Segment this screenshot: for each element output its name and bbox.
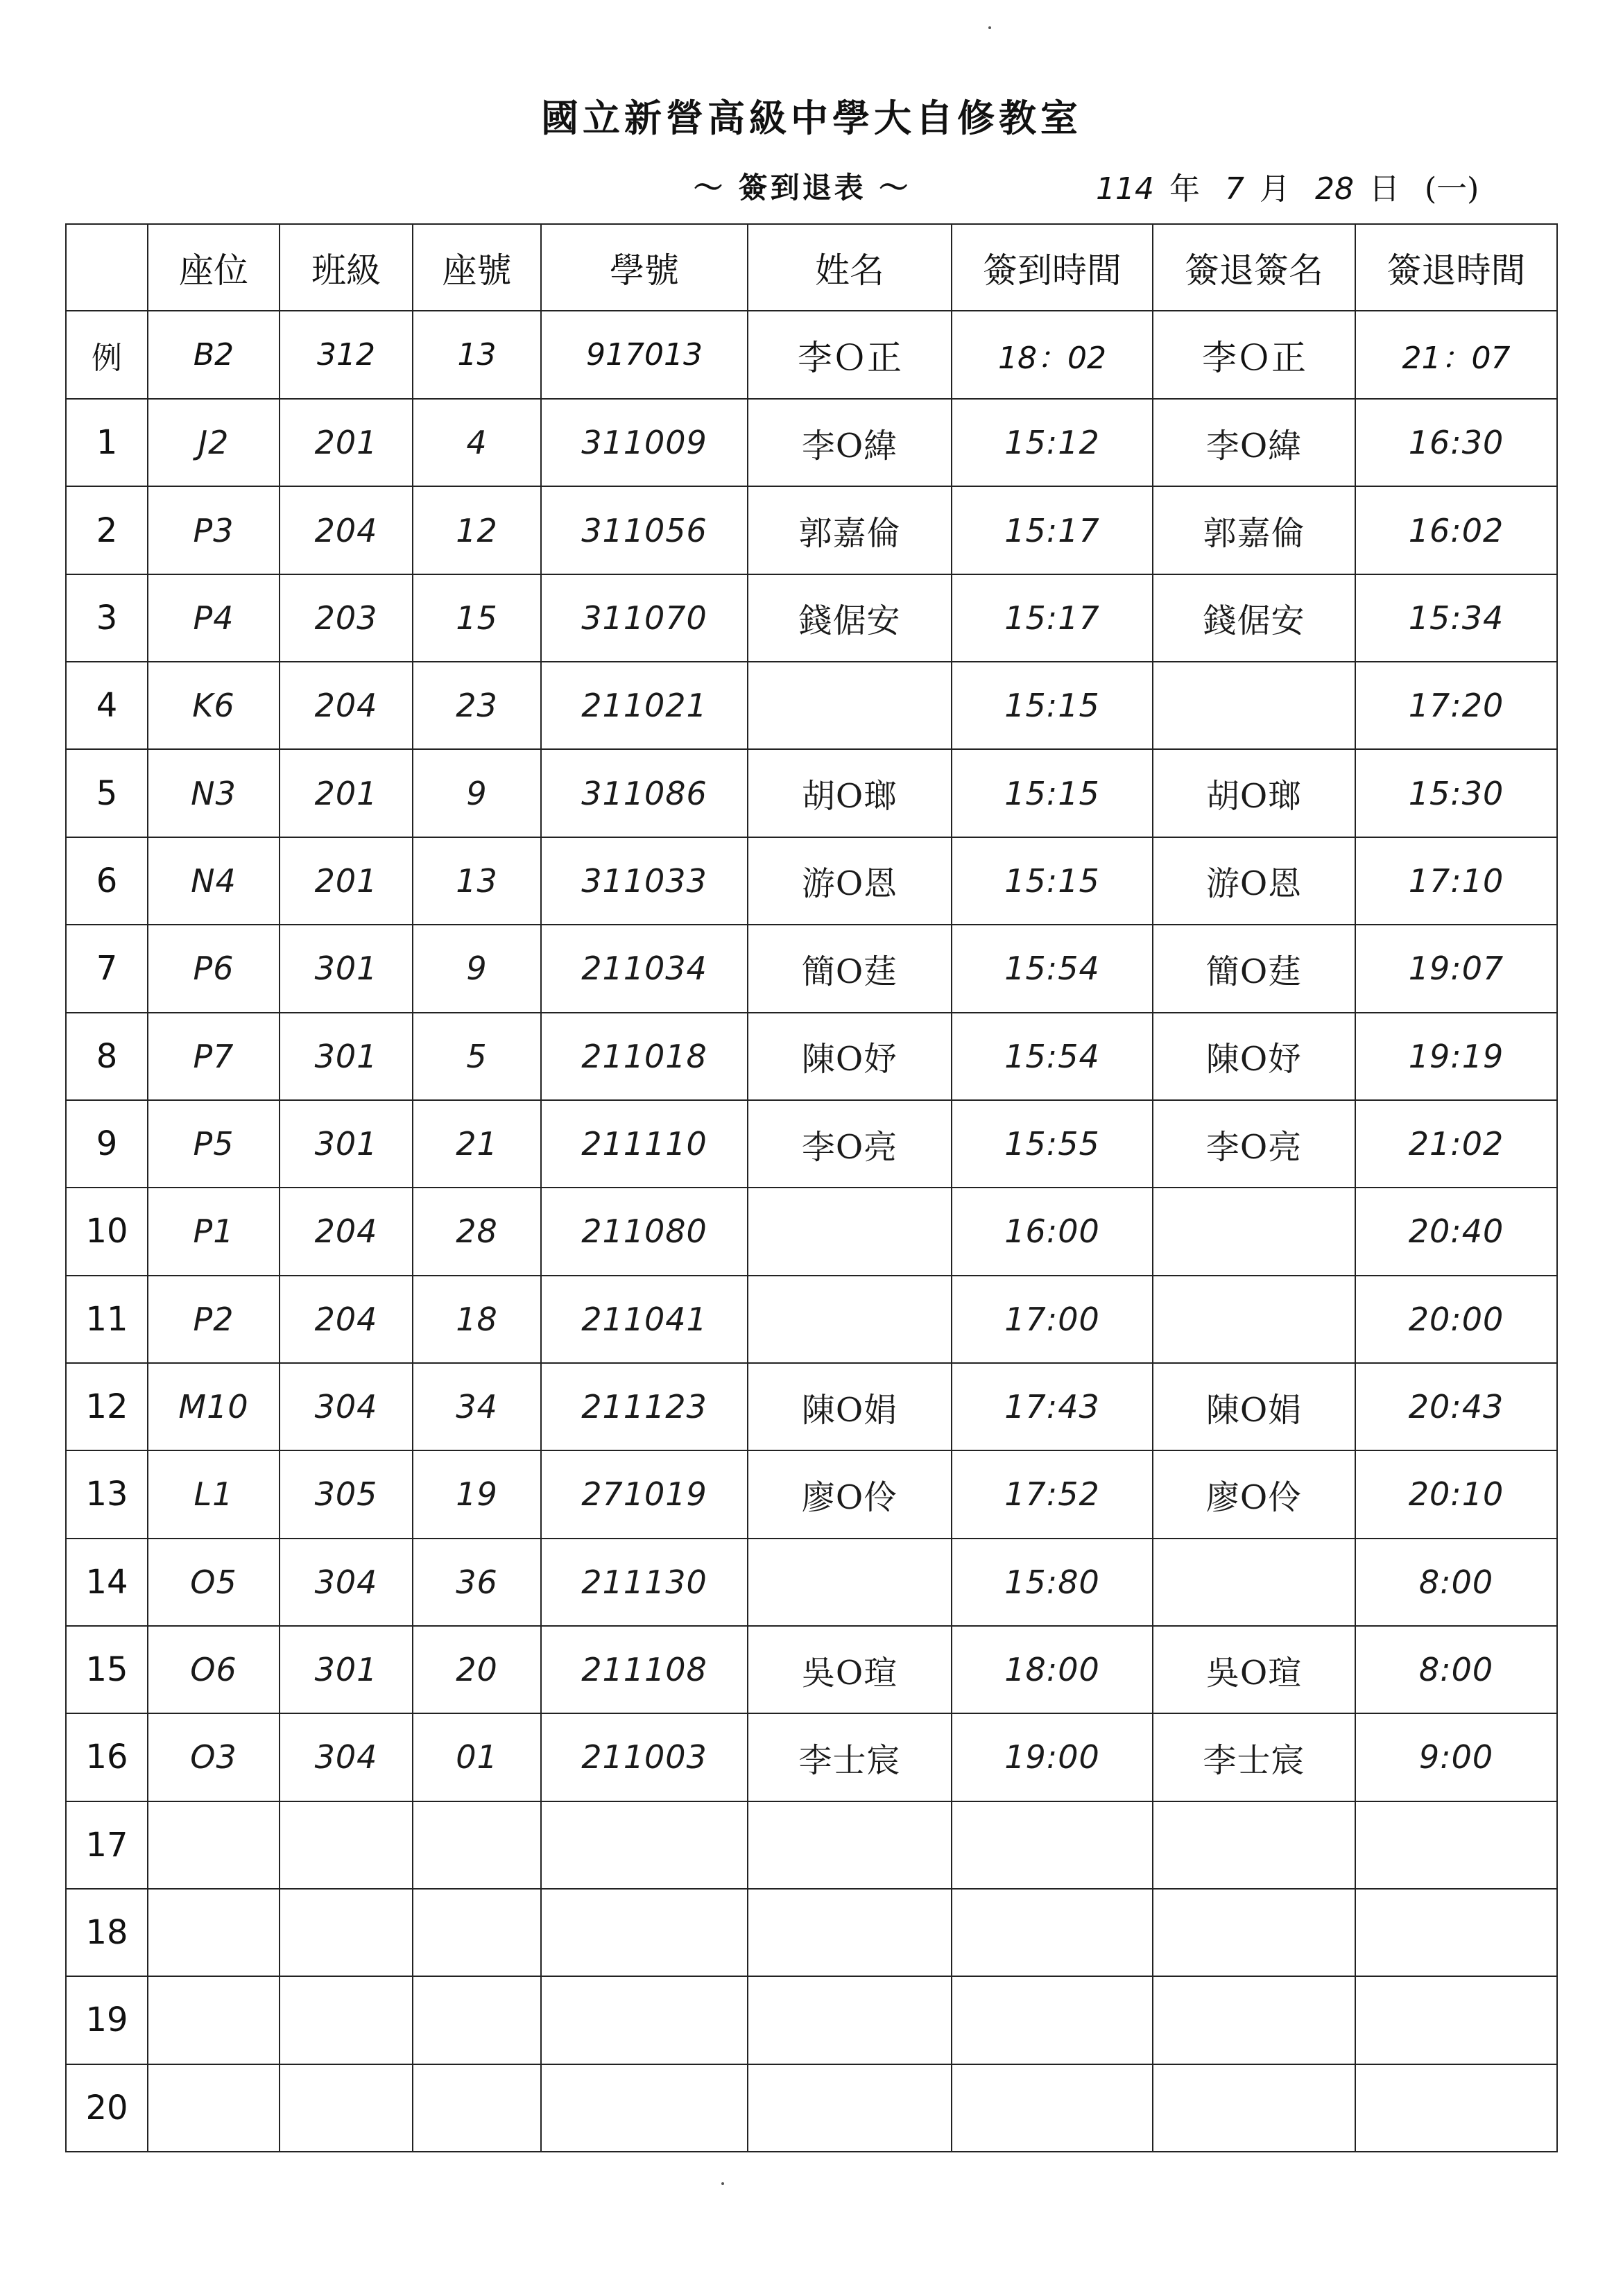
cell-name: 陳O妤	[748, 1013, 952, 1100]
cell-student-id: 211123	[541, 1363, 748, 1450]
cell-checkout: 20:40	[1355, 1188, 1557, 1275]
col-header-checkout: 簽退時間	[1355, 224, 1557, 311]
col-header-checkin: 簽到時間	[952, 224, 1153, 311]
cell-name	[748, 1276, 952, 1363]
cell-student-id: 311033	[541, 837, 748, 925]
cell-seat: M10	[148, 1363, 280, 1450]
cell-class: 304	[280, 1363, 413, 1450]
example-signout-name: 李Ｏ正	[1153, 311, 1355, 399]
cell-checkin: 16:00	[952, 1188, 1153, 1275]
cell-number: 9	[413, 925, 541, 1012]
cell-class	[280, 2064, 413, 2152]
cell-checkin: 15:15	[952, 749, 1153, 837]
cell-number: 19	[413, 1450, 541, 1538]
row-number: 14	[66, 1539, 148, 1626]
date-day: 28	[1314, 171, 1354, 207]
row-number: 8	[66, 1013, 148, 1100]
cell-checkin: 18:00	[952, 1626, 1153, 1713]
cell-number	[413, 1889, 541, 1976]
cell-signout-name	[1153, 1188, 1355, 1275]
example-name: 李Ｏ正	[748, 311, 952, 399]
cell-seat: O6	[148, 1626, 280, 1713]
cell-student-id: 211110	[541, 1100, 748, 1188]
cell-checkout	[1355, 1976, 1557, 2064]
cell-checkout: 19:07	[1355, 925, 1557, 1012]
cell-number	[413, 2064, 541, 2152]
cell-checkin: 15:80	[952, 1539, 1153, 1626]
cell-student-id: 211021	[541, 662, 748, 749]
cell-seat: O3	[148, 1713, 280, 1801]
cell-class: 204	[280, 1188, 413, 1275]
col-header-number: 座號	[413, 224, 541, 311]
cell-seat	[148, 1976, 280, 2064]
cell-class: 305	[280, 1450, 413, 1538]
cell-checkin	[952, 2064, 1153, 2152]
stray-dot	[988, 26, 991, 29]
cell-seat: P1	[148, 1188, 280, 1275]
cell-signout-name: 廖O伶	[1153, 1450, 1355, 1538]
cell-class: 201	[280, 837, 413, 925]
cell-name: 簡O莛	[748, 925, 952, 1012]
cell-student-id: 311086	[541, 749, 748, 837]
example-seat: B2	[148, 311, 280, 399]
cell-name: 郭嘉倫	[748, 486, 952, 574]
cell-signout-name: 李O亮	[1153, 1100, 1355, 1188]
cell-signout-name	[1153, 1276, 1355, 1363]
cell-class: 204	[280, 486, 413, 574]
cell-number: 20	[413, 1626, 541, 1713]
cell-number: 28	[413, 1188, 541, 1275]
cell-seat	[148, 2064, 280, 2152]
cell-class: 301	[280, 1013, 413, 1100]
row-number: 1	[66, 399, 148, 486]
cell-seat: L1	[148, 1450, 280, 1538]
cell-signout-name	[1153, 662, 1355, 749]
cell-number: 34	[413, 1363, 541, 1450]
cell-checkin: 15:12	[952, 399, 1153, 486]
cell-name: 李O亮	[748, 1100, 952, 1188]
page-title: 國立新營高級中學大自修教室	[541, 96, 1082, 140]
cell-signout-name	[1153, 1539, 1355, 1626]
cell-seat: N4	[148, 837, 280, 925]
row-number: 10	[66, 1188, 148, 1275]
table-row	[66, 1450, 1557, 1538]
date-weekday: (一)	[1424, 171, 1479, 207]
cell-signout-name: 陳O妤	[1153, 1013, 1355, 1100]
cell-signout-name: 郭嘉倫	[1153, 486, 1355, 574]
row-number: 17	[66, 1801, 148, 1889]
cell-student-id: 211003	[541, 1713, 748, 1801]
date-year: 114	[1096, 171, 1154, 207]
cell-name	[748, 2064, 952, 2152]
cell-class	[280, 1889, 413, 1976]
cell-checkin: 17:00	[952, 1276, 1153, 1363]
cell-class: 204	[280, 662, 413, 749]
cell-checkout: 9:00	[1355, 1713, 1557, 1801]
date-day-unit: 日	[1368, 171, 1400, 207]
date-month: 7	[1224, 171, 1244, 207]
cell-number: 21	[413, 1100, 541, 1188]
cell-signout-name: 李O緯	[1153, 399, 1355, 486]
cell-signout-name: 錢倨安	[1153, 574, 1355, 662]
example-student-id: 917013	[541, 311, 748, 399]
cell-signout-name	[1153, 1976, 1355, 2064]
cell-name: 廖O伶	[748, 1450, 952, 1538]
row-number: 15	[66, 1626, 148, 1713]
cell-checkin: 15:54	[952, 1013, 1153, 1100]
cell-number: 15	[413, 574, 541, 662]
cell-number: 13	[413, 837, 541, 925]
cell-number: 5	[413, 1013, 541, 1100]
table-row	[66, 1013, 1557, 1100]
row-number: 11	[66, 1276, 148, 1363]
cell-checkout: 20:00	[1355, 1276, 1557, 1363]
row-number: 2	[66, 486, 148, 574]
cell-signout-name: 簡O莛	[1153, 925, 1355, 1012]
cell-class: 301	[280, 1626, 413, 1713]
cell-class	[280, 1976, 413, 2064]
cell-checkin: 15:55	[952, 1100, 1153, 1188]
cell-student-id	[541, 1889, 748, 1976]
cell-checkin	[952, 1976, 1153, 2064]
cell-signout-name: 游O恩	[1153, 837, 1355, 925]
cell-student-id: 211034	[541, 925, 748, 1012]
cell-checkout: 20:43	[1355, 1363, 1557, 1450]
table-row	[66, 837, 1557, 925]
cell-name: 游O恩	[748, 837, 952, 925]
table-row	[66, 1626, 1557, 1713]
table-row	[66, 1801, 1557, 1889]
cell-checkout: 19:19	[1355, 1013, 1557, 1100]
cell-seat: P5	[148, 1100, 280, 1188]
example-label: 例	[66, 311, 148, 399]
row-number: 16	[66, 1713, 148, 1801]
cell-checkout: 17:20	[1355, 662, 1557, 749]
row-number: 20	[66, 2064, 148, 2152]
cell-number: 01	[413, 1713, 541, 1801]
form-subtitle: ～ 簽到退表 ～	[694, 171, 911, 205]
table-row	[66, 1363, 1557, 1450]
cell-number: 9	[413, 749, 541, 837]
table-row	[66, 1889, 1557, 1976]
col-header-signout-name: 簽退簽名	[1153, 224, 1355, 311]
cell-signout-name	[1153, 2064, 1355, 2152]
example-number: 13	[413, 311, 541, 399]
cell-name: 吳O瑄	[748, 1626, 952, 1713]
table-row	[66, 1539, 1557, 1626]
table-row	[66, 1188, 1557, 1275]
table-row	[66, 2064, 1557, 2152]
table-row	[66, 662, 1557, 749]
cell-student-id: 271019	[541, 1450, 748, 1538]
cell-name	[748, 1976, 952, 2064]
cell-seat: P4	[148, 574, 280, 662]
cell-class: 201	[280, 399, 413, 486]
cell-number: 36	[413, 1539, 541, 1626]
example-checkout: 21：07	[1355, 311, 1557, 399]
cell-student-id: 211041	[541, 1276, 748, 1363]
cell-seat	[148, 1801, 280, 1889]
cell-checkin: 17:52	[952, 1450, 1153, 1538]
cell-name	[748, 1188, 952, 1275]
cell-checkout	[1355, 2064, 1557, 2152]
row-number: 19	[66, 1976, 148, 2064]
cell-class: 301	[280, 925, 413, 1012]
cell-seat: P6	[148, 925, 280, 1012]
cell-checkout	[1355, 1889, 1557, 1976]
cell-number: 4	[413, 399, 541, 486]
cell-class: 304	[280, 1713, 413, 1801]
cell-class: 204	[280, 1276, 413, 1363]
table-row	[66, 1976, 1557, 2064]
cell-number	[413, 1801, 541, 1889]
cell-number: 12	[413, 486, 541, 574]
cell-seat	[148, 1889, 280, 1976]
date-line	[1096, 164, 1494, 208]
cell-student-id	[541, 2064, 748, 2152]
cell-checkin: 19:00	[952, 1713, 1153, 1801]
table-row	[66, 925, 1557, 1012]
cell-name	[748, 1539, 952, 1626]
cell-name: 陳O娟	[748, 1363, 952, 1450]
cell-class: 304	[280, 1539, 413, 1626]
cell-checkin: 15:17	[952, 486, 1153, 574]
cell-checkout	[1355, 1801, 1557, 1889]
table-row	[66, 399, 1557, 486]
cell-signout-name: 陳O娟	[1153, 1363, 1355, 1450]
cell-checkout: 15:34	[1355, 574, 1557, 662]
cell-checkout: 15:30	[1355, 749, 1557, 837]
example-checkin: 18：02	[952, 311, 1153, 399]
cell-name: 李士宸	[748, 1713, 952, 1801]
cell-student-id	[541, 1801, 748, 1889]
cell-student-id: 211130	[541, 1539, 748, 1626]
stray-dot	[721, 2182, 724, 2185]
table-row	[66, 749, 1557, 837]
cell-number	[413, 1976, 541, 2064]
cell-checkin: 15:17	[952, 574, 1153, 662]
col-header-name: 姓名	[748, 224, 952, 311]
cell-checkin: 15:15	[952, 662, 1153, 749]
cell-class: 301	[280, 1100, 413, 1188]
cell-student-id: 211018	[541, 1013, 748, 1100]
cell-student-id: 211080	[541, 1188, 748, 1275]
row-number: 18	[66, 1889, 148, 1976]
col-header-index	[66, 224, 148, 311]
cell-seat: P3	[148, 486, 280, 574]
cell-seat: P7	[148, 1013, 280, 1100]
cell-class: 203	[280, 574, 413, 662]
cell-checkout: 17:10	[1355, 837, 1557, 925]
cell-checkin	[952, 1889, 1153, 1976]
cell-name: 胡O瑯	[748, 749, 952, 837]
cell-checkout: 8:00	[1355, 1539, 1557, 1626]
cell-checkin: 15:15	[952, 837, 1153, 925]
row-number: 3	[66, 574, 148, 662]
cell-signout-name: 胡O瑯	[1153, 749, 1355, 837]
cell-seat: O5	[148, 1539, 280, 1626]
example-class: 312	[280, 311, 413, 399]
cell-student-id	[541, 1976, 748, 2064]
row-number: 7	[66, 925, 148, 1012]
cell-seat: P2	[148, 1276, 280, 1363]
cell-checkin: 17:43	[952, 1363, 1153, 1450]
cell-number: 23	[413, 662, 541, 749]
table-row	[66, 1100, 1557, 1188]
cell-name	[748, 662, 952, 749]
cell-class	[280, 1801, 413, 1889]
table-row	[66, 1276, 1557, 1363]
cell-class: 201	[280, 749, 413, 837]
row-number: 5	[66, 749, 148, 837]
date-month-unit: 月	[1259, 171, 1290, 207]
signin-table	[65, 223, 1558, 2152]
col-header-student-id: 學號	[541, 224, 748, 311]
cell-name	[748, 1801, 952, 1889]
cell-checkout: 8:00	[1355, 1626, 1557, 1713]
cell-seat: J2	[148, 399, 280, 486]
cell-name: 錢倨安	[748, 574, 952, 662]
cell-number: 18	[413, 1276, 541, 1363]
cell-checkout: 20:10	[1355, 1450, 1557, 1538]
row-number: 12	[66, 1363, 148, 1450]
cell-student-id: 311056	[541, 486, 748, 574]
table-row	[66, 574, 1557, 662]
row-number: 6	[66, 837, 148, 925]
cell-student-id: 211108	[541, 1626, 748, 1713]
cell-signout-name	[1153, 1889, 1355, 1976]
col-header-seat: 座位	[148, 224, 280, 311]
cell-name	[748, 1889, 952, 1976]
row-number: 4	[66, 662, 148, 749]
header-row	[66, 224, 1557, 311]
table-row	[66, 1713, 1557, 1801]
cell-student-id: 311070	[541, 574, 748, 662]
cell-checkout: 21:02	[1355, 1100, 1557, 1188]
cell-checkin: 15:54	[952, 925, 1153, 1012]
cell-seat: N3	[148, 749, 280, 837]
example-row	[66, 311, 1557, 399]
cell-signout-name: 吳O瑄	[1153, 1626, 1355, 1713]
cell-checkout: 16:30	[1355, 399, 1557, 486]
row-number: 9	[66, 1100, 148, 1188]
cell-checkin	[952, 1801, 1153, 1889]
table-row	[66, 486, 1557, 574]
row-number: 13	[66, 1450, 148, 1538]
col-header-class: 班級	[280, 224, 413, 311]
date-year-unit: 年	[1169, 171, 1200, 207]
cell-checkout: 16:02	[1355, 486, 1557, 574]
cell-signout-name: 李士宸	[1153, 1713, 1355, 1801]
cell-student-id: 311009	[541, 399, 748, 486]
cell-name: 李O緯	[748, 399, 952, 486]
cell-seat: K6	[148, 662, 280, 749]
cell-signout-name	[1153, 1801, 1355, 1889]
